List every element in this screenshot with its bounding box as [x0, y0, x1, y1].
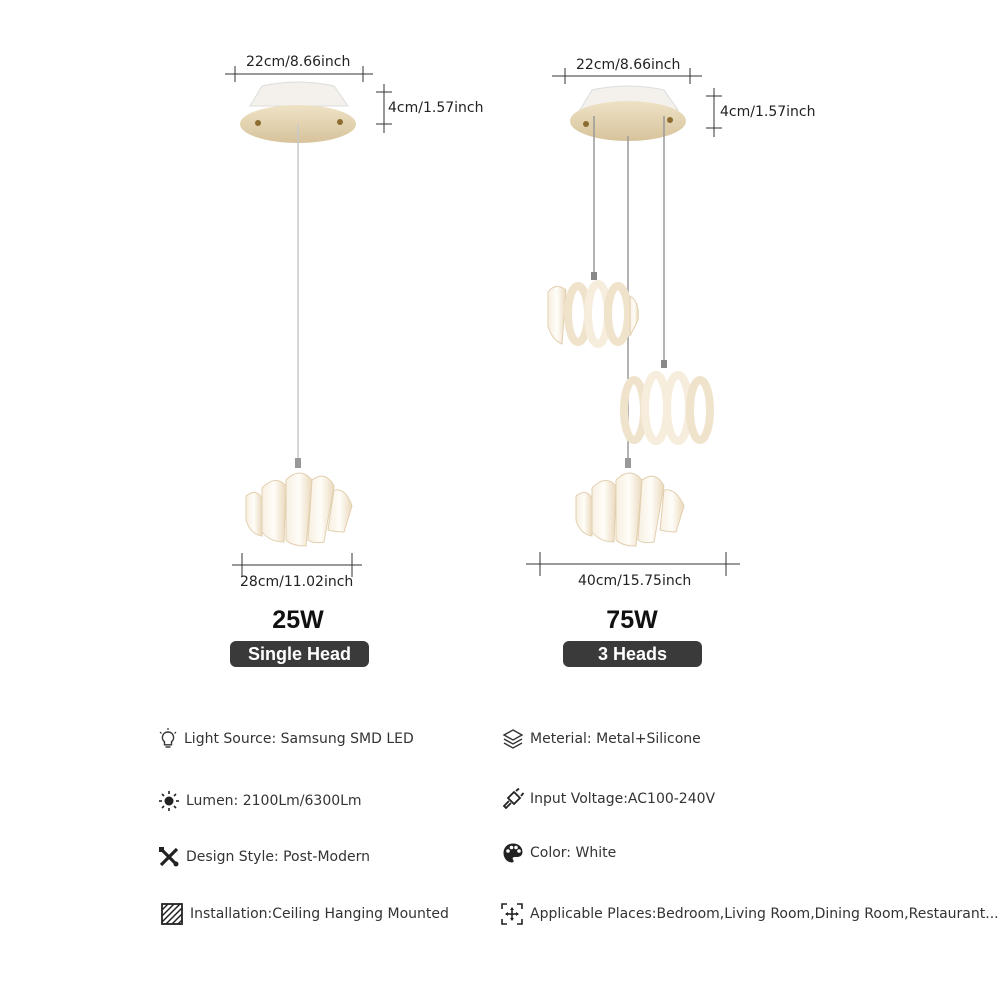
triple-wattage: 75W — [606, 606, 658, 634]
spec-applicable-places-text: Applicable Places:Bedroom,Living Room,Dining Room,Restaurant... — [530, 906, 999, 922]
spec-design-style — [158, 846, 370, 868]
triple-heads-badge: 3 Heads — [563, 641, 702, 667]
single-pendant-drawing — [225, 66, 392, 577]
spec-material-text: Meterial: Metal+Silicone — [530, 731, 701, 747]
single-head-badge: Single Head — [230, 641, 369, 667]
hatch-icon — [160, 902, 184, 926]
spec-design-style-text: Design Style: Post-Modern — [186, 849, 370, 865]
single-canopy-width-label: 22cm/8.66inch — [246, 54, 351, 70]
spec-color-text: Color: White — [530, 845, 617, 861]
palette-icon — [502, 842, 524, 864]
triple-pendant-drawing — [526, 68, 740, 576]
single-shade-width-label: 28cm/11.02inch — [240, 574, 354, 590]
triple-canopy-width-label: 22cm/8.66inch — [576, 57, 681, 73]
triple-spread-width-label: 40cm/15.75inch — [578, 573, 692, 589]
spec-voltage-text: Input Voltage:AC100-240V — [530, 791, 716, 807]
spec-lumen — [158, 790, 362, 812]
sun-icon — [158, 790, 180, 812]
spec-lumen-text: Lumen: 2100Lm/6300Lm — [186, 793, 362, 809]
layers-icon — [502, 728, 524, 750]
spec-installation-text: Installation:Ceiling Hanging Mounted — [190, 906, 449, 922]
spec-color — [502, 842, 616, 864]
single-wattage: 25W — [272, 606, 324, 634]
bulb-icon — [158, 728, 178, 750]
spec-applicable-places — [500, 902, 999, 926]
move-arrows-icon — [500, 902, 524, 926]
spec-voltage — [502, 788, 715, 810]
spec-light-source-text: Light Source: Samsung SMD LED — [184, 731, 414, 747]
spec-installation — [160, 902, 449, 926]
single-canopy-height-label: 4cm/1.57inch — [388, 100, 484, 116]
plug-icon — [502, 788, 524, 810]
spec-light-source — [158, 728, 414, 750]
spec-material — [502, 728, 701, 750]
triple-canopy-height-label: 4cm/1.57inch — [720, 104, 816, 120]
tools-icon — [158, 846, 180, 868]
